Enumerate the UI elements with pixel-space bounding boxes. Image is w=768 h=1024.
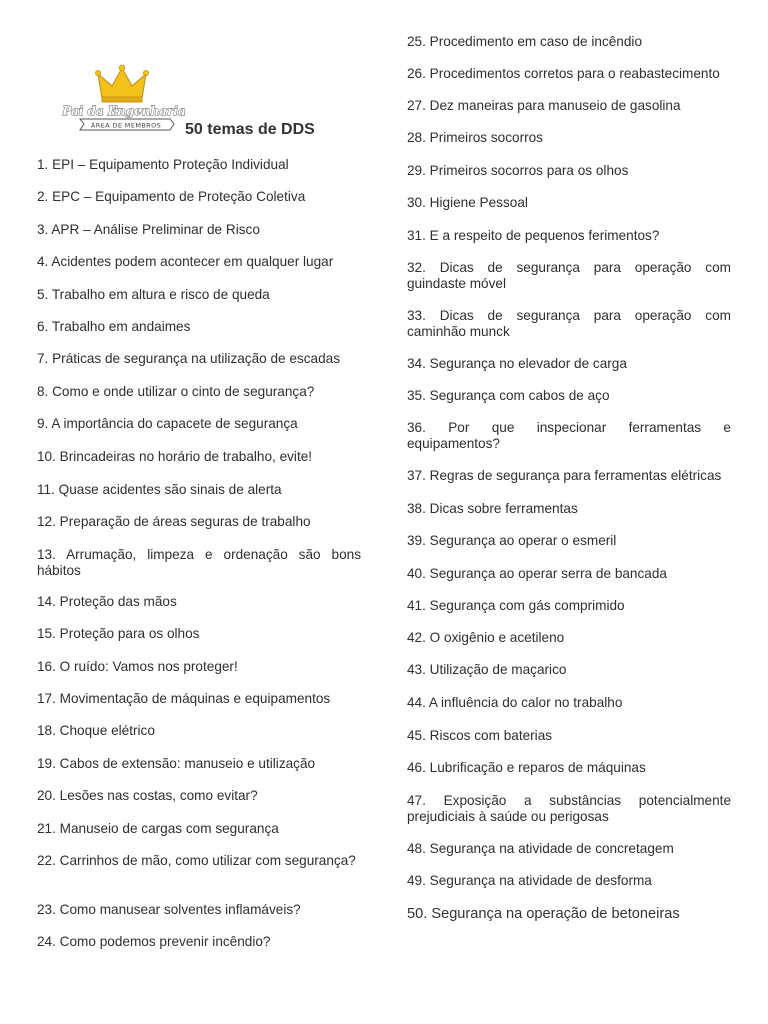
list-item: 26. Procedimentos corretos para o reabastecimento xyxy=(407,66,720,81)
list-item: 32. Dicas de segurança para operação com guindaste móvel xyxy=(407,260,731,291)
list-item: 6. Trabalho em andaimes xyxy=(37,319,191,334)
list-item: 31. E a respeito de pequenos ferimentos? xyxy=(407,228,660,243)
ribbon xyxy=(80,119,174,130)
list-item: 39. Segurança ao operar o esmeril xyxy=(407,533,617,548)
list-item: 25. Procedimento em caso de incêndio xyxy=(407,34,643,49)
list-item: 14. Proteção das mãos xyxy=(37,594,177,609)
list-item: 17. Movimentação de máquinas e equipamentos xyxy=(37,691,331,706)
list-item: 21. Manuseio de cargas com segurança xyxy=(37,821,279,836)
list-item: 9. A importância do capacete de segurança xyxy=(37,416,298,431)
list-item: 7. Práticas de segurança na utilização de escadas xyxy=(37,351,341,366)
list-item: 50. Segurança na operação de betoneiras xyxy=(407,906,680,922)
pai-da-engenharia-logo xyxy=(62,64,192,136)
crown-icon xyxy=(95,65,148,102)
list-item: 1. EPI – Equipamento Proteção Individual xyxy=(37,157,289,172)
list-item: 35. Segurança com cabos de aço xyxy=(407,388,610,403)
list-item: 20. Lesões nas costas, como evitar? xyxy=(37,788,258,803)
list-item: 45. Riscos com baterias xyxy=(407,728,553,743)
list-item: 3. APR – Análise Preliminar de Risco xyxy=(37,222,260,237)
list-item: 30. Higiene Pessoal xyxy=(407,195,528,210)
list-item: 44. A influência do calor no trabalho xyxy=(407,695,623,710)
list-item: 18. Choque elétrico xyxy=(37,723,155,738)
list-item: 22. Carrinhos de mão, como utilizar com segurança? xyxy=(37,853,356,868)
list-item: 40. Segurança ao operar serra de bancada xyxy=(407,566,667,581)
list-item: 2. EPC – Equipamento de Proteção Coletiva xyxy=(37,189,306,204)
list-item: 24. Como podemos prevenir incêndio? xyxy=(37,934,271,949)
list-item: 49. Segurança na atividade de desforma xyxy=(407,873,652,888)
list-item: 42. O oxigênio e acetileno xyxy=(407,630,565,645)
list-item: 48. Segurança na atividade de concretagem xyxy=(407,841,674,856)
list-item: 13. Arrumação, limpeza e ordenação são bons hábitos xyxy=(37,547,361,578)
list-item: 36. Por que inspecionar ferramentas e equipamentos? xyxy=(407,420,731,451)
list-item: 43. Utilização de maçarico xyxy=(407,662,567,677)
list-item: 15. Proteção para os olhos xyxy=(37,626,200,641)
list-item: 12. Preparação de áreas seguras de trabalho xyxy=(37,514,311,529)
list-item: 37. Regras de segurança para ferramentas elétricas xyxy=(407,468,722,483)
list-item: 23. Como manusear solventes inflamáveis? xyxy=(37,902,301,917)
list-item: 11. Quase acidentes são sinais de alerta xyxy=(37,482,282,497)
list-item: 16. O ruído: Vamos nos proteger! xyxy=(37,659,238,674)
list-item: 46. Lubrificação e reparos de máquinas xyxy=(407,760,646,775)
list-item: 41. Segurança com gás comprimido xyxy=(407,598,625,613)
list-item: 27. Dez maneiras para manuseio de gasolina xyxy=(407,98,681,113)
brand-lettering: Pai da Engenharia xyxy=(62,104,186,118)
list-item: 5. Trabalho em altura e risco de queda xyxy=(37,287,270,302)
list-item: 10. Brincadeiras no horário de trabalho, evite! xyxy=(37,449,313,464)
list-item: 8. Como e onde utilizar o cinto de segurança? xyxy=(37,384,315,399)
list-item: 4. Acidentes podem acontecer em qualquer lugar xyxy=(37,254,334,269)
document-title: 50 temas de DDS xyxy=(185,121,315,138)
svg-text:ÁREA DE MEMBROS: ÁREA DE MEMBROS xyxy=(90,121,162,130)
list-item: 33. Dicas de segurança para operação com caminhão munck xyxy=(407,308,731,339)
list-item: 28. Primeiros socorros xyxy=(407,130,543,145)
list-item: 19. Cabos de extensão: manuseio e utilização xyxy=(37,756,316,771)
list-item: 29. Primeiros socorros para os olhos xyxy=(407,163,629,178)
list-item: 38. Dicas sobre ferramentas xyxy=(407,501,578,516)
list-item: 47. Exposição a substâncias potencialmente prejudiciais à saúde ou perigosas xyxy=(407,793,731,824)
list-item: 34. Segurança no elevador de carga xyxy=(407,356,627,371)
